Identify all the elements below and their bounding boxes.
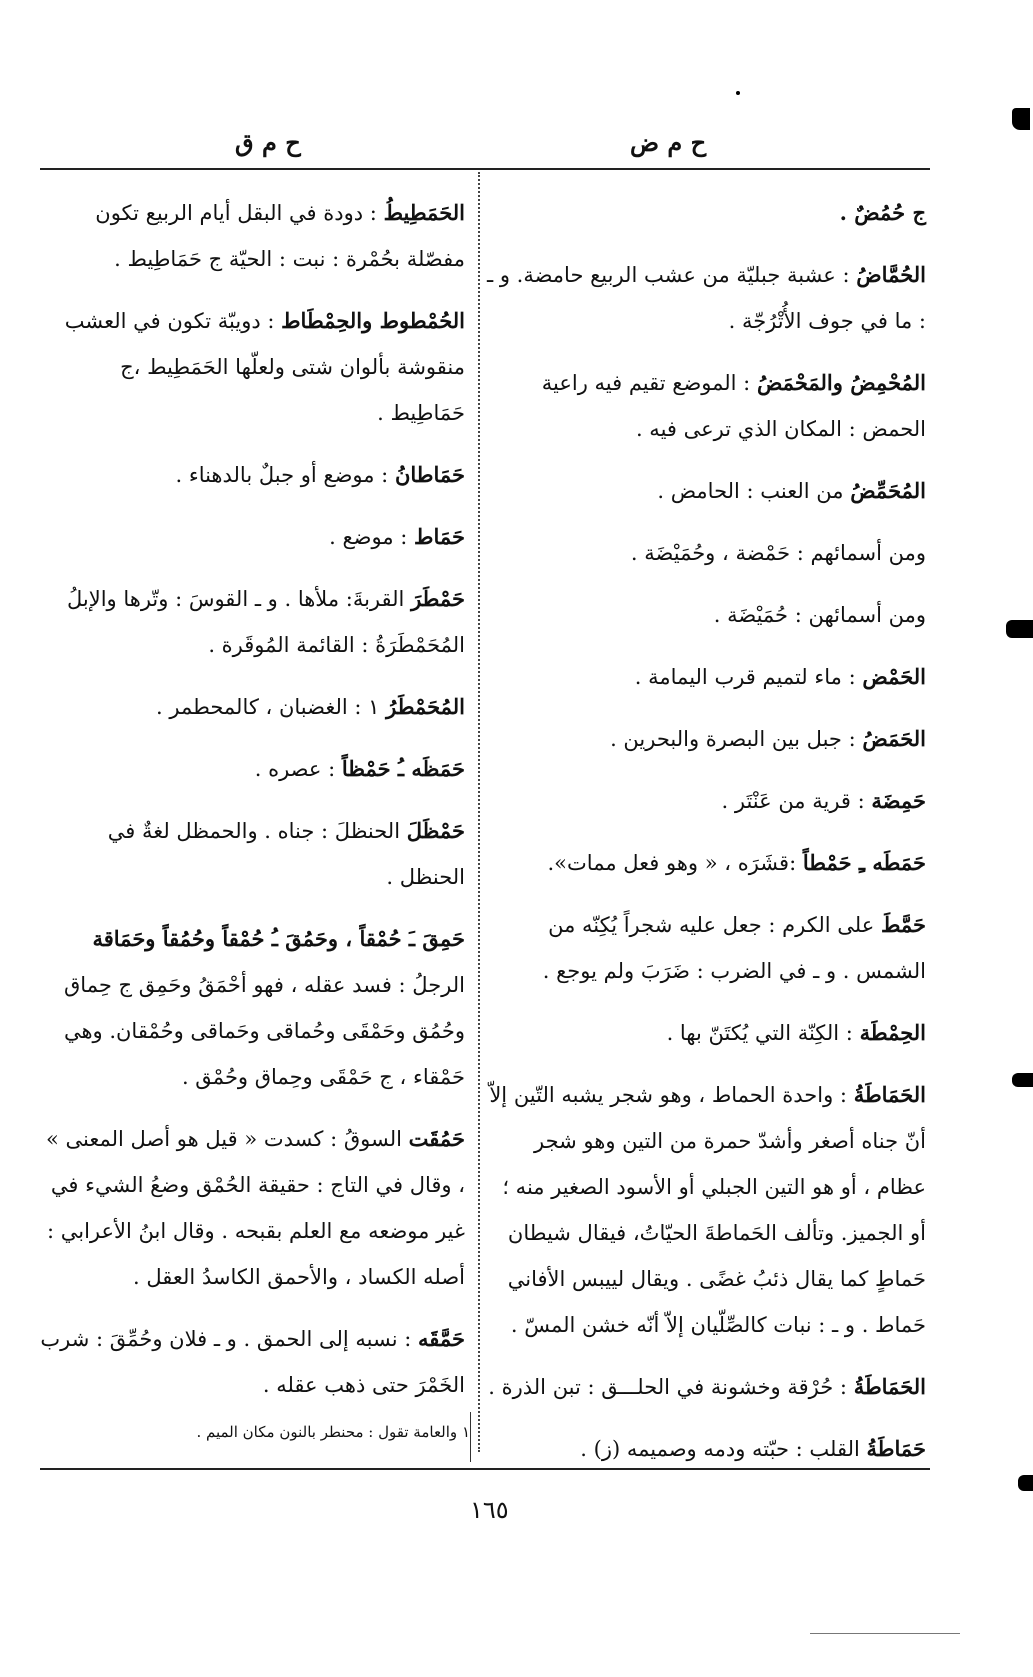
definition: : موضع . [329,525,408,549]
headword: الحَمَضُ [862,726,926,751]
definition: القربةَ: ملأها . و ـ القوسَ : وتّرها والإبلُ المُحَمْطَرَةُ : القائمة المُوقَرة . [66,587,465,657]
definition: الرجلُ : فسد عقله ، فهو أحْمَقُ وحَمِق ج حِماق وحُمُق وحَمْقَى وحُماقى وحَماقى وحُمْقان. وهي حَمْقاء ، ج حَمْقَى وحِماق وحُمْق . [63,973,465,1089]
entry [486,252,926,344]
headword: حَمَاطانُ [394,462,465,487]
headword: حَمْظَلَ [406,818,465,843]
footnote-divider [470,1412,471,1462]
entry [40,514,465,560]
definition: : واحدة الحماط ، وهو شجر يشبه التّين إلاّ أنّ جناه أصغر وأشدّ حمرة من التين وهو شجر عظام ، أو هو التين الجبلي أو الأسود الصغير منه ؛ أو الجميز. وتألف الحَماطةَ الحيّاتُ، فيقال شيطان حَماطٍ كما يقال ذئبُ غضًى . ويقال لييبس الأفاني حَماط . و ـ : نبات كالصِّلّيان إلاّ أنّه خشن المسّ . [489,1083,926,1337]
definition: : دويبّة تكون في العشب منقوشة بألوان شتى ولعلّها الحَمَطِيط ،ج حَمَاطِيط . [64,309,465,425]
definition: الحنظلَ : جناه . والحمظل لغةٌ في الحنظل . [107,819,465,889]
running-head-right: ح م ض [630,128,707,157]
headword: الحُمَّاضُ [856,262,926,287]
headword: المُحَمْطَرُ [386,694,465,719]
entry [40,190,465,282]
definition: ١ : الغضبان ، كالمحطمر . [156,695,380,719]
definition: من العنب : الحامض . [657,479,844,503]
entry [486,654,926,700]
headword: الحُمْطوط والحِمْطَاط [281,308,465,333]
definition: : حُرْقة وخشونة في الحلـــق : تبن الذرة . [488,1375,847,1399]
headword: حَمُقَت [408,1126,465,1151]
right-column [486,190,926,1488]
headword: حَمَظَه ـُ حَمْظاً [341,756,465,781]
bottom-rule-fragment [810,1633,960,1634]
headword: حَمَاط [414,524,465,549]
definition: : ماء لتميم قرب اليمامة . [634,665,856,689]
headword: حَمْطَرَ [411,586,465,611]
entry [40,1316,465,1408]
ink-dot [736,91,740,95]
edge-mark [1018,1475,1033,1491]
definition: :قشَرَه ، « وهو فعل ممات». [547,851,797,875]
headword: الحِمْطَة [859,1020,926,1045]
entry [40,452,465,498]
entry [486,468,926,514]
entry [40,916,465,1100]
headword: ج حُمُضٌ . [839,200,926,225]
definition: : الموضع تقيم فيه راعية الحمض : المكان الذي ترعى فيه . [541,371,926,441]
definition: القلب : حبّته ودمه وصميمه (ز) . [580,1437,860,1461]
headword: المُحَمِّضُ [850,478,926,503]
definition: : قرية من عَنْتَر . [721,789,865,813]
entry [486,360,926,452]
entry [40,746,465,792]
definition: : عصره . [254,757,336,781]
page-number: ١٦٥ [470,1496,509,1524]
definition: : موضع أو جبلٌ بالدهناء . [175,463,389,487]
definition: على الكرم : جعل عليه شجراً يُكِنّه من الشمس . و ـ في الضرب : ضَرَبَ ولم يوجع . [542,913,926,983]
column-divider [478,172,480,1452]
headword: الحَمْض [862,664,926,689]
entry [40,684,465,730]
headword: الحَمَاطَةُ [853,1082,926,1107]
headword: حَمَّقَه [417,1326,465,1351]
edge-mark [1012,108,1030,130]
entry [486,1072,926,1348]
entry [486,902,926,994]
headword: حَمَطَه ـِ حَمْطاً [802,850,926,875]
headword: حَمَّطَ [880,912,926,937]
footer-rule [40,1468,930,1470]
entry [486,778,926,824]
footnote: ١ والعامة تقول : محنطر بالنون مكان الميم . [196,1423,470,1441]
definition: : نسبه إلى الحمق . و ـ فلان وحُمِّقَ : شرب الخَمْرَ حتى ذهب عقله . [40,1327,465,1397]
left-column [40,190,465,1424]
headword: حَمَاطَةُ [866,1436,926,1461]
edge-mark [1006,620,1033,638]
definition: السوقُ : كسدت « قيل هو أصل المعنى » ، وقال في التاج : حقيقة الحُمْق وضعُ الشيء في غير موضعه مع العلم بقبحه . وقال ابنُ الأعرابي : أصله الكساد ، والأحمق الكاسدُ العقل . [46,1127,465,1289]
entry [486,592,926,638]
definition: ومن أسمائهم : حَمْضة ، وحُمَيْضَة . [630,541,926,565]
headword: المُحْمِضُ والمَحْمَضُ [756,370,926,395]
headword: الحَمَطِيطُ [383,200,465,225]
headword: حَمِقَ ـَ حُمْقاً ، وحَمُقَ ـُ حُمْقاً وحُمُقاً وحَمَاقة [92,926,465,951]
entry [486,716,926,762]
entry [486,1426,926,1472]
definition: ومن أسمائهن : حُمَيْضَة . [713,603,926,627]
definition: : جبل بين البصرة والبحرين . [610,727,856,751]
definition: : عشبة جبليّة من عشب الربيع حامضة. و ـ : ما في جوف الأُتْرُجّة . [487,263,926,333]
running-head-left: ح م ق [235,128,301,157]
entry [40,576,465,668]
headword: حَمِضَة [871,788,926,813]
entry [486,1010,926,1056]
headword: الحَمَاطَةُ [853,1374,926,1399]
entry [486,1364,926,1410]
definition: : الكِنّة التي يُكتَنّ بها . [666,1021,853,1045]
entry [486,530,926,576]
edge-mark [1012,1073,1033,1087]
entry [40,298,465,436]
entry [40,1116,465,1300]
entry [486,190,926,236]
definition: : دودة في البقل أيام الربيع تكون مفصّلة بحُمْرة : نبت : الحيّة ج حَمَاطِيط . [95,201,465,271]
header-rule [40,168,930,170]
entry [486,840,926,886]
entry [40,808,465,900]
